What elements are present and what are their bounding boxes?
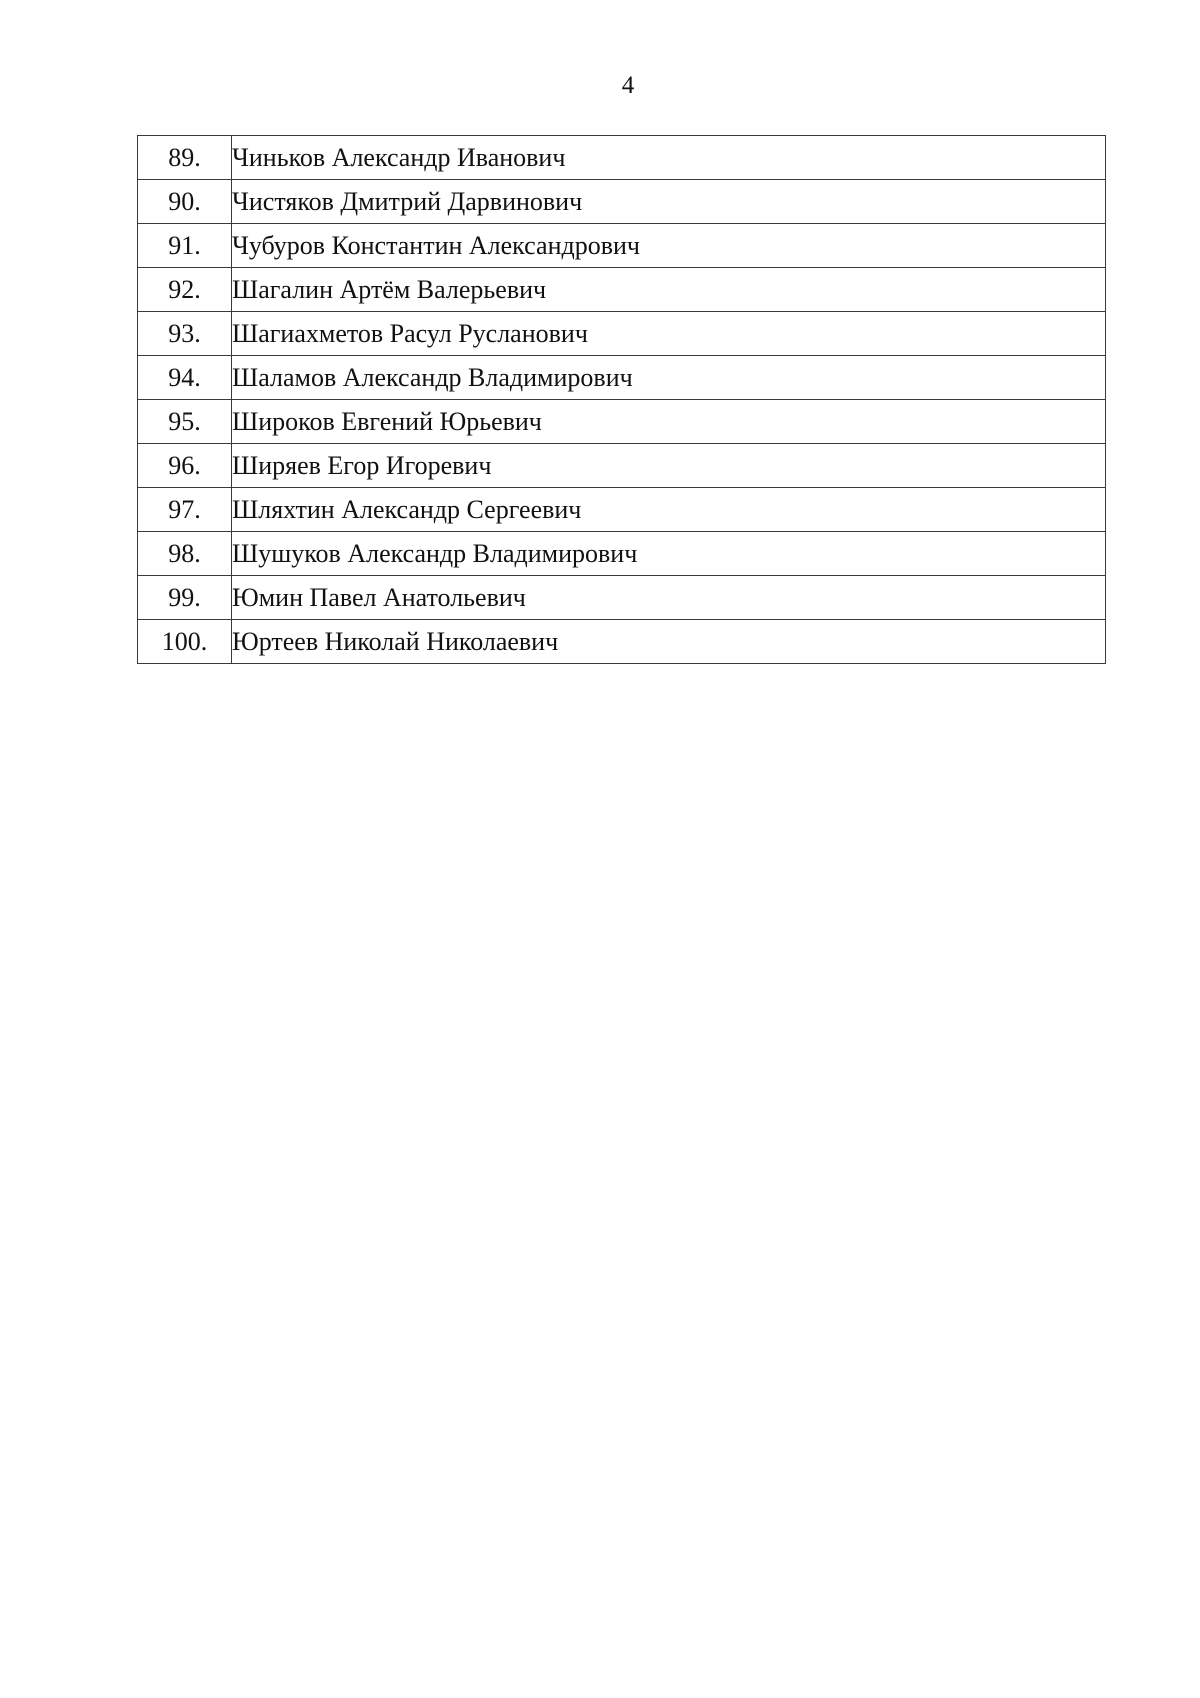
page-number: 4 — [621, 72, 635, 99]
full-name: Юмин Павел Анатольевич — [232, 576, 1106, 620]
table-row — [138, 400, 1106, 444]
row-number: 99. — [138, 576, 232, 620]
row-number: 98. — [138, 532, 232, 576]
row-number: 92. — [138, 268, 232, 312]
row-number: 90. — [138, 180, 232, 224]
table-row — [138, 532, 1106, 576]
table-row — [138, 224, 1106, 268]
full-name: Шаламов Александр Владимирович — [232, 356, 1106, 400]
full-name: Шляхтин Александр Сергеевич — [232, 488, 1106, 532]
row-number: 94. — [138, 356, 232, 400]
name-list-table — [137, 135, 1106, 664]
full-name: Шушуков Александр Владимирович — [232, 532, 1106, 576]
row-number: 100. — [138, 620, 232, 664]
row-number: 97. — [138, 488, 232, 532]
full-name: Шагиахметов Расул Русланович — [232, 312, 1106, 356]
table-row — [138, 136, 1106, 180]
row-number: 93. — [138, 312, 232, 356]
row-number: 89. — [138, 136, 232, 180]
row-number: 95. — [138, 400, 232, 444]
table-row — [138, 268, 1106, 312]
full-name: Юртеев Николай Николаевич — [232, 620, 1106, 664]
row-number: 91. — [138, 224, 232, 268]
full-name: Чистяков Дмитрий Дарвинович — [232, 180, 1106, 224]
full-name: Чубуров Константин Александрович — [232, 224, 1106, 268]
table-row — [138, 356, 1106, 400]
full-name: Шагалин Артём Валерьевич — [232, 268, 1106, 312]
table-row — [138, 488, 1106, 532]
table-row — [138, 620, 1106, 664]
table-row — [138, 444, 1106, 488]
full-name: Широков Евгений Юрьевич — [232, 400, 1106, 444]
table-row — [138, 312, 1106, 356]
table-row — [138, 180, 1106, 224]
full-name: Чиньков Александр Иванович — [232, 136, 1106, 180]
table-row — [138, 576, 1106, 620]
full-name: Ширяев Егор Игоревич — [232, 444, 1106, 488]
row-number: 96. — [138, 444, 232, 488]
